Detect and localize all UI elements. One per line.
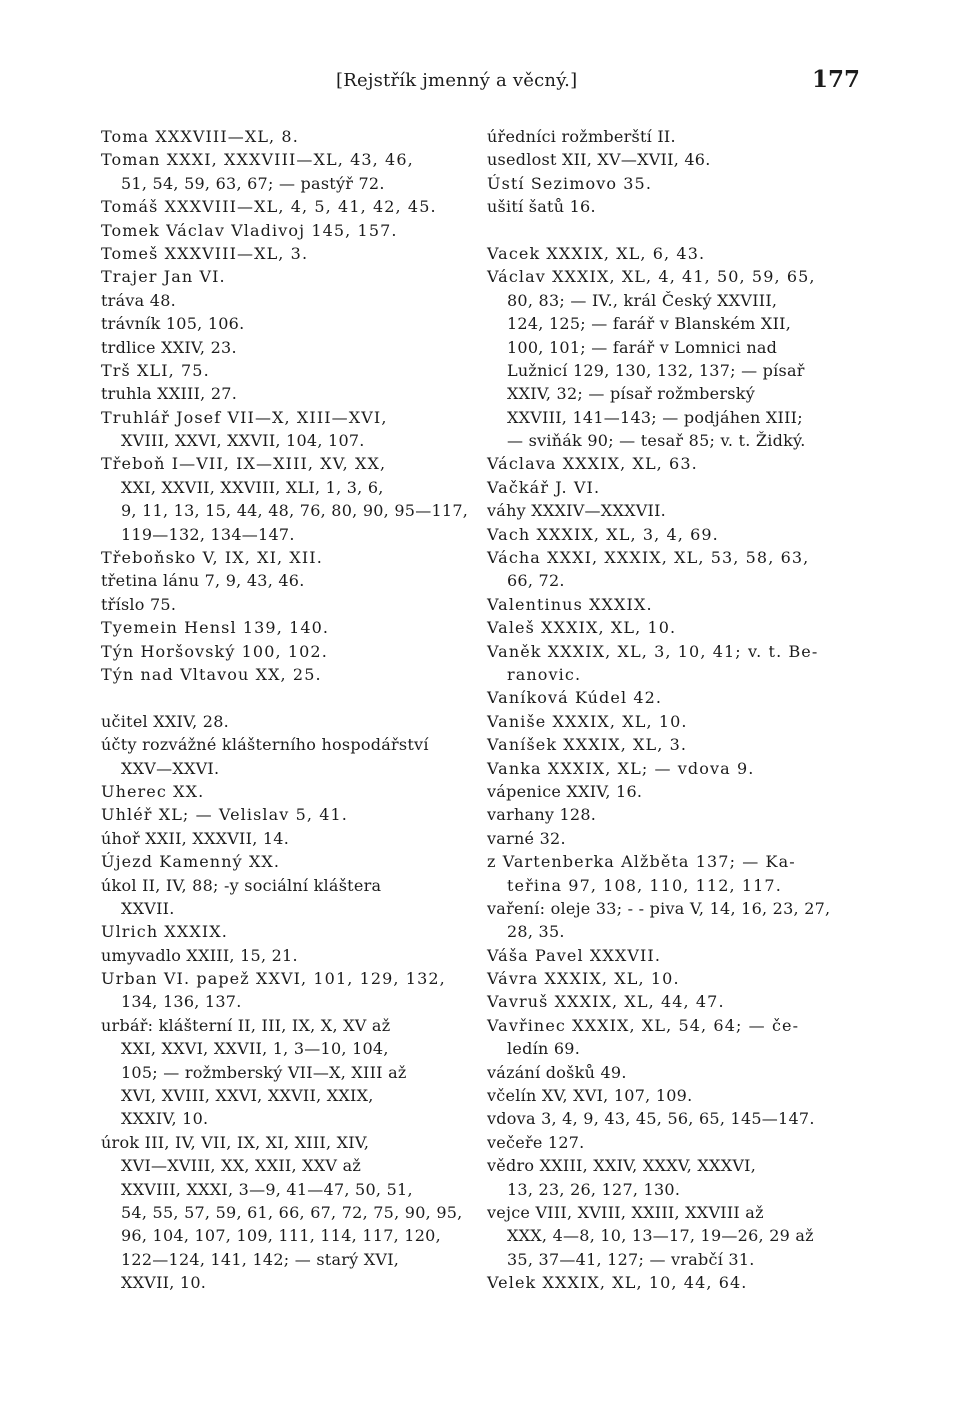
- index-entry: Trš XLI, 75.: [101, 360, 210, 380]
- index-entry: vdova 3, 4, 9, 43, 45, 56, 65, 145—147.: [487, 1109, 815, 1129]
- index-entry: Třeboňsko V, IX, XI, XII.: [101, 548, 323, 568]
- index-entry-continuation: XXIV, 32; — písař rožmberský: [507, 384, 755, 404]
- index-entry: Vavruš XXXIX, XL, 44, 47.: [487, 992, 725, 1012]
- index-entry-continuation: XXVIII, XXXI, 3—9, 41—47, 50, 51,: [121, 1179, 413, 1199]
- index-entry-continuation: Lužnicí 129, 130, 132, 137; — písař: [507, 360, 805, 380]
- index-entry-continuation: 13, 23, 26, 127, 130.: [507, 1179, 681, 1199]
- index-entry: Valentinus XXXIX.: [487, 594, 653, 614]
- index-entry: Vach XXXIX, XL, 3, 4, 69.: [487, 524, 719, 544]
- index-entry: vaření: oleje 33; - - piva V, 14, 16, 23, 27,: [487, 898, 831, 918]
- index-entry: Urban VI. papež XXVI, 101, 129, 132,: [101, 969, 446, 989]
- index-entry-continuation: 124, 125; — farář v Blanském XII,: [507, 314, 792, 334]
- index-entry: úkol II, IV, 88; -y sociální kláštera: [101, 875, 382, 895]
- index-entry-continuation: XVIII, XXVI, XXVII, 104, 107.: [121, 431, 365, 451]
- index-column-right: [487, 125, 859, 1295]
- index-entry: varhany 128.: [487, 805, 597, 825]
- index-entry: Vacek XXXIX, XL, 6, 43.: [487, 243, 706, 263]
- index-entry: včelín XV, XVI, 107, 109.: [487, 1086, 693, 1106]
- index-entry-continuation: 28, 35.: [507, 922, 565, 942]
- index-entry: Vaníšek XXXIX, XL, 3.: [487, 735, 688, 755]
- page-number: 177: [812, 66, 861, 93]
- index-entry-continuation: ranovic.: [507, 664, 582, 684]
- index-entry: usedlost XII, XV—XVII, 46.: [487, 150, 711, 170]
- index-entry-continuation: 119—132, 134—147.: [121, 524, 295, 544]
- index-entry-continuation: 51, 54, 59, 63, 67; — pastýř 72.: [121, 173, 385, 193]
- index-entry-continuation: 35, 37—41, 127; — vrabčí 31.: [507, 1249, 755, 1269]
- index-entry: Václava XXXIX, XL, 63.: [487, 454, 698, 474]
- index-entry: vejce VIII, XVIII, XXIII, XXVIII až: [487, 1202, 764, 1222]
- index-entry-continuation: 134, 136, 137.: [121, 992, 242, 1012]
- index-entry-continuation: — sviňák 90; — tesař 85; v. t. Židký.: [507, 431, 806, 451]
- index-entry: Vavřinec XXXIX, XL, 54, 64; — če-: [487, 1015, 800, 1035]
- index-entry: Valeš XXXIX, XL, 10.: [487, 618, 677, 638]
- index-entry: Ústí Sezimovo 35.: [487, 173, 653, 193]
- index-entry: Třeboň I—VII, IX—XIII, XV, XX,: [101, 454, 387, 474]
- index-entry: Ulrich XXXIX.: [101, 922, 228, 942]
- index-entry: Tyemein Hensl 139, 140.: [101, 618, 330, 638]
- index-entry: Vačkář J. VI.: [487, 477, 601, 497]
- index-entry: Tomáš XXXVIII—XL, 4, 5, 41, 42, 45.: [101, 197, 437, 217]
- index-entry-continuation: XXX, 4—8, 10, 13—17, 19—26, 29 až: [507, 1226, 814, 1246]
- index-entry: Toma XXXVIII—XL, 8.: [101, 127, 299, 146]
- index-entry: Vaněk XXXIX, XL, 3, 10, 41; v. t. Be-: [487, 641, 819, 661]
- index-entry: učitel XXIV, 28.: [101, 711, 229, 731]
- index-entry: Truhlář Josef VII—X, XIII—XVI,: [101, 407, 388, 427]
- index-entry: Vaníková Kúdel 42.: [487, 688, 663, 708]
- index-entry: tříslo 75.: [101, 594, 177, 614]
- index-entry: večeře 127.: [487, 1132, 585, 1152]
- index-entry: Václav XXXIX, XL, 4, 41, 50, 59, 65,: [487, 267, 816, 287]
- index-entry: trdlice XXIV, 23.: [101, 337, 237, 357]
- index-entry: úředníci rožmberští II.: [487, 127, 676, 146]
- index-entry: Tomek Václav Vladivoj 145, 157.: [101, 220, 398, 240]
- index-entry: účty rozvážné klášterního hospodářství: [101, 735, 429, 755]
- index-entry-continuation: XXVIII, 141—143; — podjáhen XIII;: [507, 407, 803, 427]
- index-entry: Vávra XXXIX, XL, 10.: [487, 969, 680, 989]
- index-entry-continuation: XXVII.: [121, 898, 175, 918]
- index-entry-continuation: 122—124, 141, 142; — starý XVI,: [121, 1249, 400, 1269]
- index-entry: Vaniše XXXIX, XL, 10.: [487, 711, 688, 731]
- index-entry: Tomeš XXXVIII—XL, 3.: [101, 243, 309, 263]
- index-entry-continuation: ledín 69.: [507, 1039, 581, 1059]
- index-entry-continuation: XXXIV, 10.: [121, 1109, 209, 1129]
- index-entry: úrok III, IV, VII, IX, XI, XIII, XIV,: [101, 1132, 370, 1152]
- index-entry: Týn Horšovský 100, 102.: [101, 641, 328, 661]
- index-entry: trávník 105, 106.: [101, 314, 245, 334]
- index-entry: varné 32.: [487, 828, 566, 848]
- index-entry: Újezd Kamenný XX.: [101, 852, 281, 872]
- index-entry-continuation: XVI—XVIII, XX, XXII, XXV až: [121, 1156, 362, 1176]
- index-entry: Trajer Jan VI.: [101, 267, 226, 287]
- running-head-title: [Rejstřík jmenný a věcný.]: [336, 70, 578, 91]
- index-entry-continuation: 105; — rožmberský VII—X, XIII až: [121, 1062, 407, 1082]
- index-entry-continuation: 80, 83; — IV., král Český XXVIII,: [507, 290, 778, 310]
- index-entry: úhoř XXII, XXXVII, 14.: [101, 828, 290, 848]
- index-entry: ušití šatů 16.: [487, 197, 596, 217]
- index-entry: vědro XXIII, XXIV, XXXV, XXXVI,: [487, 1156, 757, 1176]
- index-entry-continuation: XXVII, 10.: [121, 1273, 207, 1293]
- index-entry: truhla XXIII, 27.: [101, 384, 238, 404]
- index-entry-continuation: 100, 101; — farář v Lomnici nad: [507, 337, 778, 357]
- index-entry: vápenice XXIV, 16.: [487, 781, 643, 801]
- index-entry: váhy XXXIV—XXXVII.: [487, 501, 667, 521]
- index-entry: Týn nad Vltavou XX, 25.: [101, 664, 322, 684]
- index-entry: třetina lánu 7, 9, 43, 46.: [101, 571, 305, 591]
- index-entry: Váša Pavel XXXVII.: [487, 945, 662, 965]
- running-head: [0, 66, 960, 100]
- index-entry-continuation: XXI, XXVI, XXVII, 1, 3—10, 104,: [121, 1039, 389, 1059]
- index-entry: Vácha XXXI, XXXIX, XL, 53, 58, 63,: [487, 548, 810, 568]
- index-entry: Uhléř XL; — Velislav 5, 41.: [101, 805, 348, 825]
- index-entry-continuation: 54, 55, 57, 59, 61, 66, 67, 72, 75, 90, 95,: [121, 1202, 463, 1222]
- index-entry: Vanka XXXIX, XL; — vdova 9.: [487, 758, 755, 778]
- index-entry-continuation: 66, 72.: [507, 571, 565, 591]
- index-entry: vázání došků 49.: [487, 1062, 627, 1082]
- index-entry-continuation: XXI, XXVII, XXVIII, XLI, 1, 3, 6,: [121, 477, 384, 497]
- index-entry: Velek XXXIX, XL, 10, 44, 64.: [487, 1273, 748, 1293]
- index-entry: Uherec XX.: [101, 781, 205, 801]
- index-entry-continuation: teřina 97, 108, 110, 112, 117.: [507, 875, 782, 895]
- index-entry: urbář: klášterní II, III, IX, X, XV až: [101, 1015, 391, 1035]
- index-entry-continuation: XVI, XVIII, XXVI, XXVII, XXIX,: [121, 1086, 374, 1106]
- index-entry-continuation: XXV—XXVI.: [121, 758, 220, 778]
- index-entry: z Vartenberka Alžběta 137; — Ka-: [487, 852, 796, 872]
- index-entry: Toman XXXI, XXXVIII—XL, 43, 46,: [101, 150, 414, 170]
- index-entry: tráva 48.: [101, 290, 176, 310]
- index-column-left: [101, 125, 479, 1295]
- index-entry-continuation: 9, 11, 13, 15, 44, 48, 76, 80, 90, 95—117,: [121, 501, 469, 521]
- index-entry-continuation: 96, 104, 107, 109, 111, 114, 117, 120,: [121, 1226, 441, 1246]
- index-entry: umyvadlo XXIII, 15, 21.: [101, 945, 298, 965]
